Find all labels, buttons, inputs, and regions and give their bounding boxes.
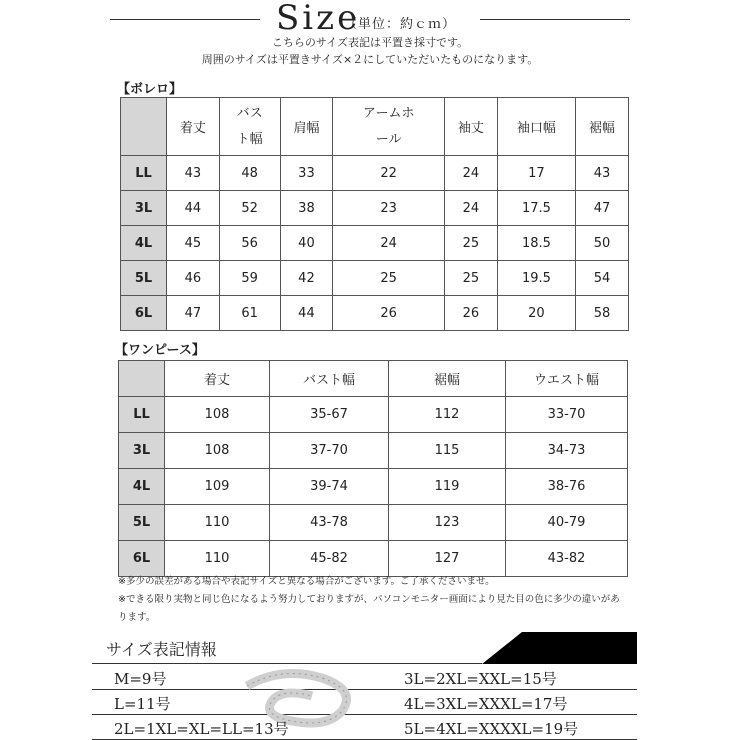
table-cell: 38 xyxy=(280,191,333,226)
size-equivalent: 4L=3XL=XXXL=17号 xyxy=(404,695,568,713)
table-cell: 26 xyxy=(444,296,497,331)
table-cell: 56 xyxy=(219,226,280,261)
table-row xyxy=(121,226,629,261)
size-label: 6L xyxy=(121,296,167,331)
table-cell: 23 xyxy=(333,191,445,226)
table-cell: 40-79 xyxy=(506,505,628,541)
table-cell: 45 xyxy=(167,226,220,261)
bolero-table xyxy=(120,97,629,331)
table-cell: 33-70 xyxy=(506,397,628,433)
unit-label: （単位：約ｃｍ） xyxy=(344,17,457,32)
table-cell: 43 xyxy=(167,156,220,191)
table-header-row xyxy=(119,361,628,397)
column-header: 着丈 xyxy=(167,98,220,156)
table-cell: 43-82 xyxy=(506,541,628,577)
column-header: アームホール xyxy=(333,98,445,156)
table-cell: 47 xyxy=(167,296,220,331)
table-cell: 44 xyxy=(167,191,220,226)
corner-cell xyxy=(119,361,165,397)
size-equivalent: 5L=4XL=XXXXL=19号 xyxy=(404,720,579,738)
table-row xyxy=(119,541,628,577)
corner-cell xyxy=(121,98,167,156)
table-cell: 37-70 xyxy=(270,433,389,469)
size-label: LL xyxy=(121,156,167,191)
table-cell: 43-78 xyxy=(270,505,389,541)
size-label: 3L xyxy=(121,191,167,226)
onepiece-label: 【ワンピース】 xyxy=(115,343,205,358)
table-cell: 34-73 xyxy=(506,433,628,469)
table-cell: 48 xyxy=(219,156,280,191)
table-cell: 112 xyxy=(389,397,506,433)
title-rule-right xyxy=(480,19,630,20)
table-row xyxy=(119,397,628,433)
table-cell: 115 xyxy=(389,433,506,469)
size-equivalent: M=9号 xyxy=(114,670,167,688)
table-cell: 38-76 xyxy=(506,469,628,505)
table-cell: 47 xyxy=(576,191,629,226)
header-slant xyxy=(482,632,522,664)
table-cell: 50 xyxy=(576,226,629,261)
table-cell: 110 xyxy=(165,505,270,541)
title-rule-left xyxy=(110,19,260,20)
table-cell: 17 xyxy=(497,156,575,191)
size-equivalent: 2L=1XL=XL=LL=13号 xyxy=(114,720,289,738)
table-cell: 54 xyxy=(576,261,629,296)
size-label: 5L xyxy=(119,505,165,541)
table-cell: 127 xyxy=(389,541,506,577)
column-header: 肩幅 xyxy=(280,98,333,156)
table-cell: 25 xyxy=(444,261,497,296)
size-equivalent: 3L=2XL=XXL=15号 xyxy=(404,670,557,688)
table-row xyxy=(121,191,629,226)
column-header: 着丈 xyxy=(165,361,270,397)
table-cell: 108 xyxy=(165,397,270,433)
header xyxy=(0,0,740,70)
size-label: 6L xyxy=(119,541,165,577)
column-header: 袖丈 xyxy=(444,98,497,156)
size-label: 3L xyxy=(119,433,165,469)
table-row xyxy=(119,469,628,505)
table-cell: 39-74 xyxy=(270,469,389,505)
size-info-box xyxy=(92,632,637,740)
divider xyxy=(92,663,482,664)
table-cell: 123 xyxy=(389,505,506,541)
table-cell: 26 xyxy=(333,296,445,331)
size-label: 4L xyxy=(121,226,167,261)
table-cell: 52 xyxy=(219,191,280,226)
size-equivalent: L=11号 xyxy=(114,695,171,713)
table-cell: 44 xyxy=(280,296,333,331)
table-row xyxy=(121,296,629,331)
column-header: 裾幅 xyxy=(576,98,629,156)
footnote-color: ※できる限り実物と同じ色になるよう努力しておりますが、パソコンモニター画面により見た目の色に多少の違いがあります。 xyxy=(118,594,620,623)
bolero-label: 【ボレロ】 xyxy=(117,82,183,97)
table-cell: 20 xyxy=(497,296,575,331)
table-cell: 46 xyxy=(167,261,220,296)
table-cell: 59 xyxy=(219,261,280,296)
table-row xyxy=(119,433,628,469)
table-cell: 43 xyxy=(576,156,629,191)
measure-note: こちらのサイズ表記は平置き採寸です。 xyxy=(271,36,469,49)
table-cell: 24 xyxy=(444,191,497,226)
table-cell: 40 xyxy=(280,226,333,261)
table-cell: 58 xyxy=(576,296,629,331)
table-row xyxy=(121,156,629,191)
table-cell: 35-67 xyxy=(270,397,389,433)
column-header: バスト幅 xyxy=(219,98,280,156)
table-cell: 25 xyxy=(444,226,497,261)
column-header: ウエスト幅 xyxy=(506,361,628,397)
table-row xyxy=(121,261,629,296)
page-title: Size xyxy=(276,0,361,38)
column-header: 袖口幅 xyxy=(497,98,575,156)
table-cell: 25 xyxy=(333,261,445,296)
table-cell: 45-82 xyxy=(270,541,389,577)
table-cell: 22 xyxy=(333,156,445,191)
onepiece-table xyxy=(118,360,628,577)
table-cell: 19.5 xyxy=(497,261,575,296)
table-row xyxy=(119,505,628,541)
size-label: 5L xyxy=(121,261,167,296)
table-cell: 110 xyxy=(165,541,270,577)
table-cell: 33 xyxy=(280,156,333,191)
table-cell: 18.5 xyxy=(497,226,575,261)
table-cell: 24 xyxy=(333,226,445,261)
table-cell: 24 xyxy=(444,156,497,191)
table-cell: 42 xyxy=(280,261,333,296)
table-cell: 17.5 xyxy=(497,191,575,226)
table-cell: 119 xyxy=(389,469,506,505)
table-cell: 109 xyxy=(165,469,270,505)
footnote-error: ※多少の誤差がある場合や表記サイズと異なる場合がございます。ご了承くださいませ。 xyxy=(118,576,495,587)
size-label: 4L xyxy=(119,469,165,505)
size-info-title: サイズ表記情報 xyxy=(106,640,217,659)
column-header: バスト幅 xyxy=(270,361,389,397)
table-cell: 108 xyxy=(165,433,270,469)
table-cell: 61 xyxy=(219,296,280,331)
size-label: LL xyxy=(119,397,165,433)
table-header-row xyxy=(121,98,629,156)
column-header: 裾幅 xyxy=(389,361,506,397)
circumference-note: 周囲のサイズは平置きサイズ×２にしていただいたものになります。 xyxy=(201,53,539,66)
